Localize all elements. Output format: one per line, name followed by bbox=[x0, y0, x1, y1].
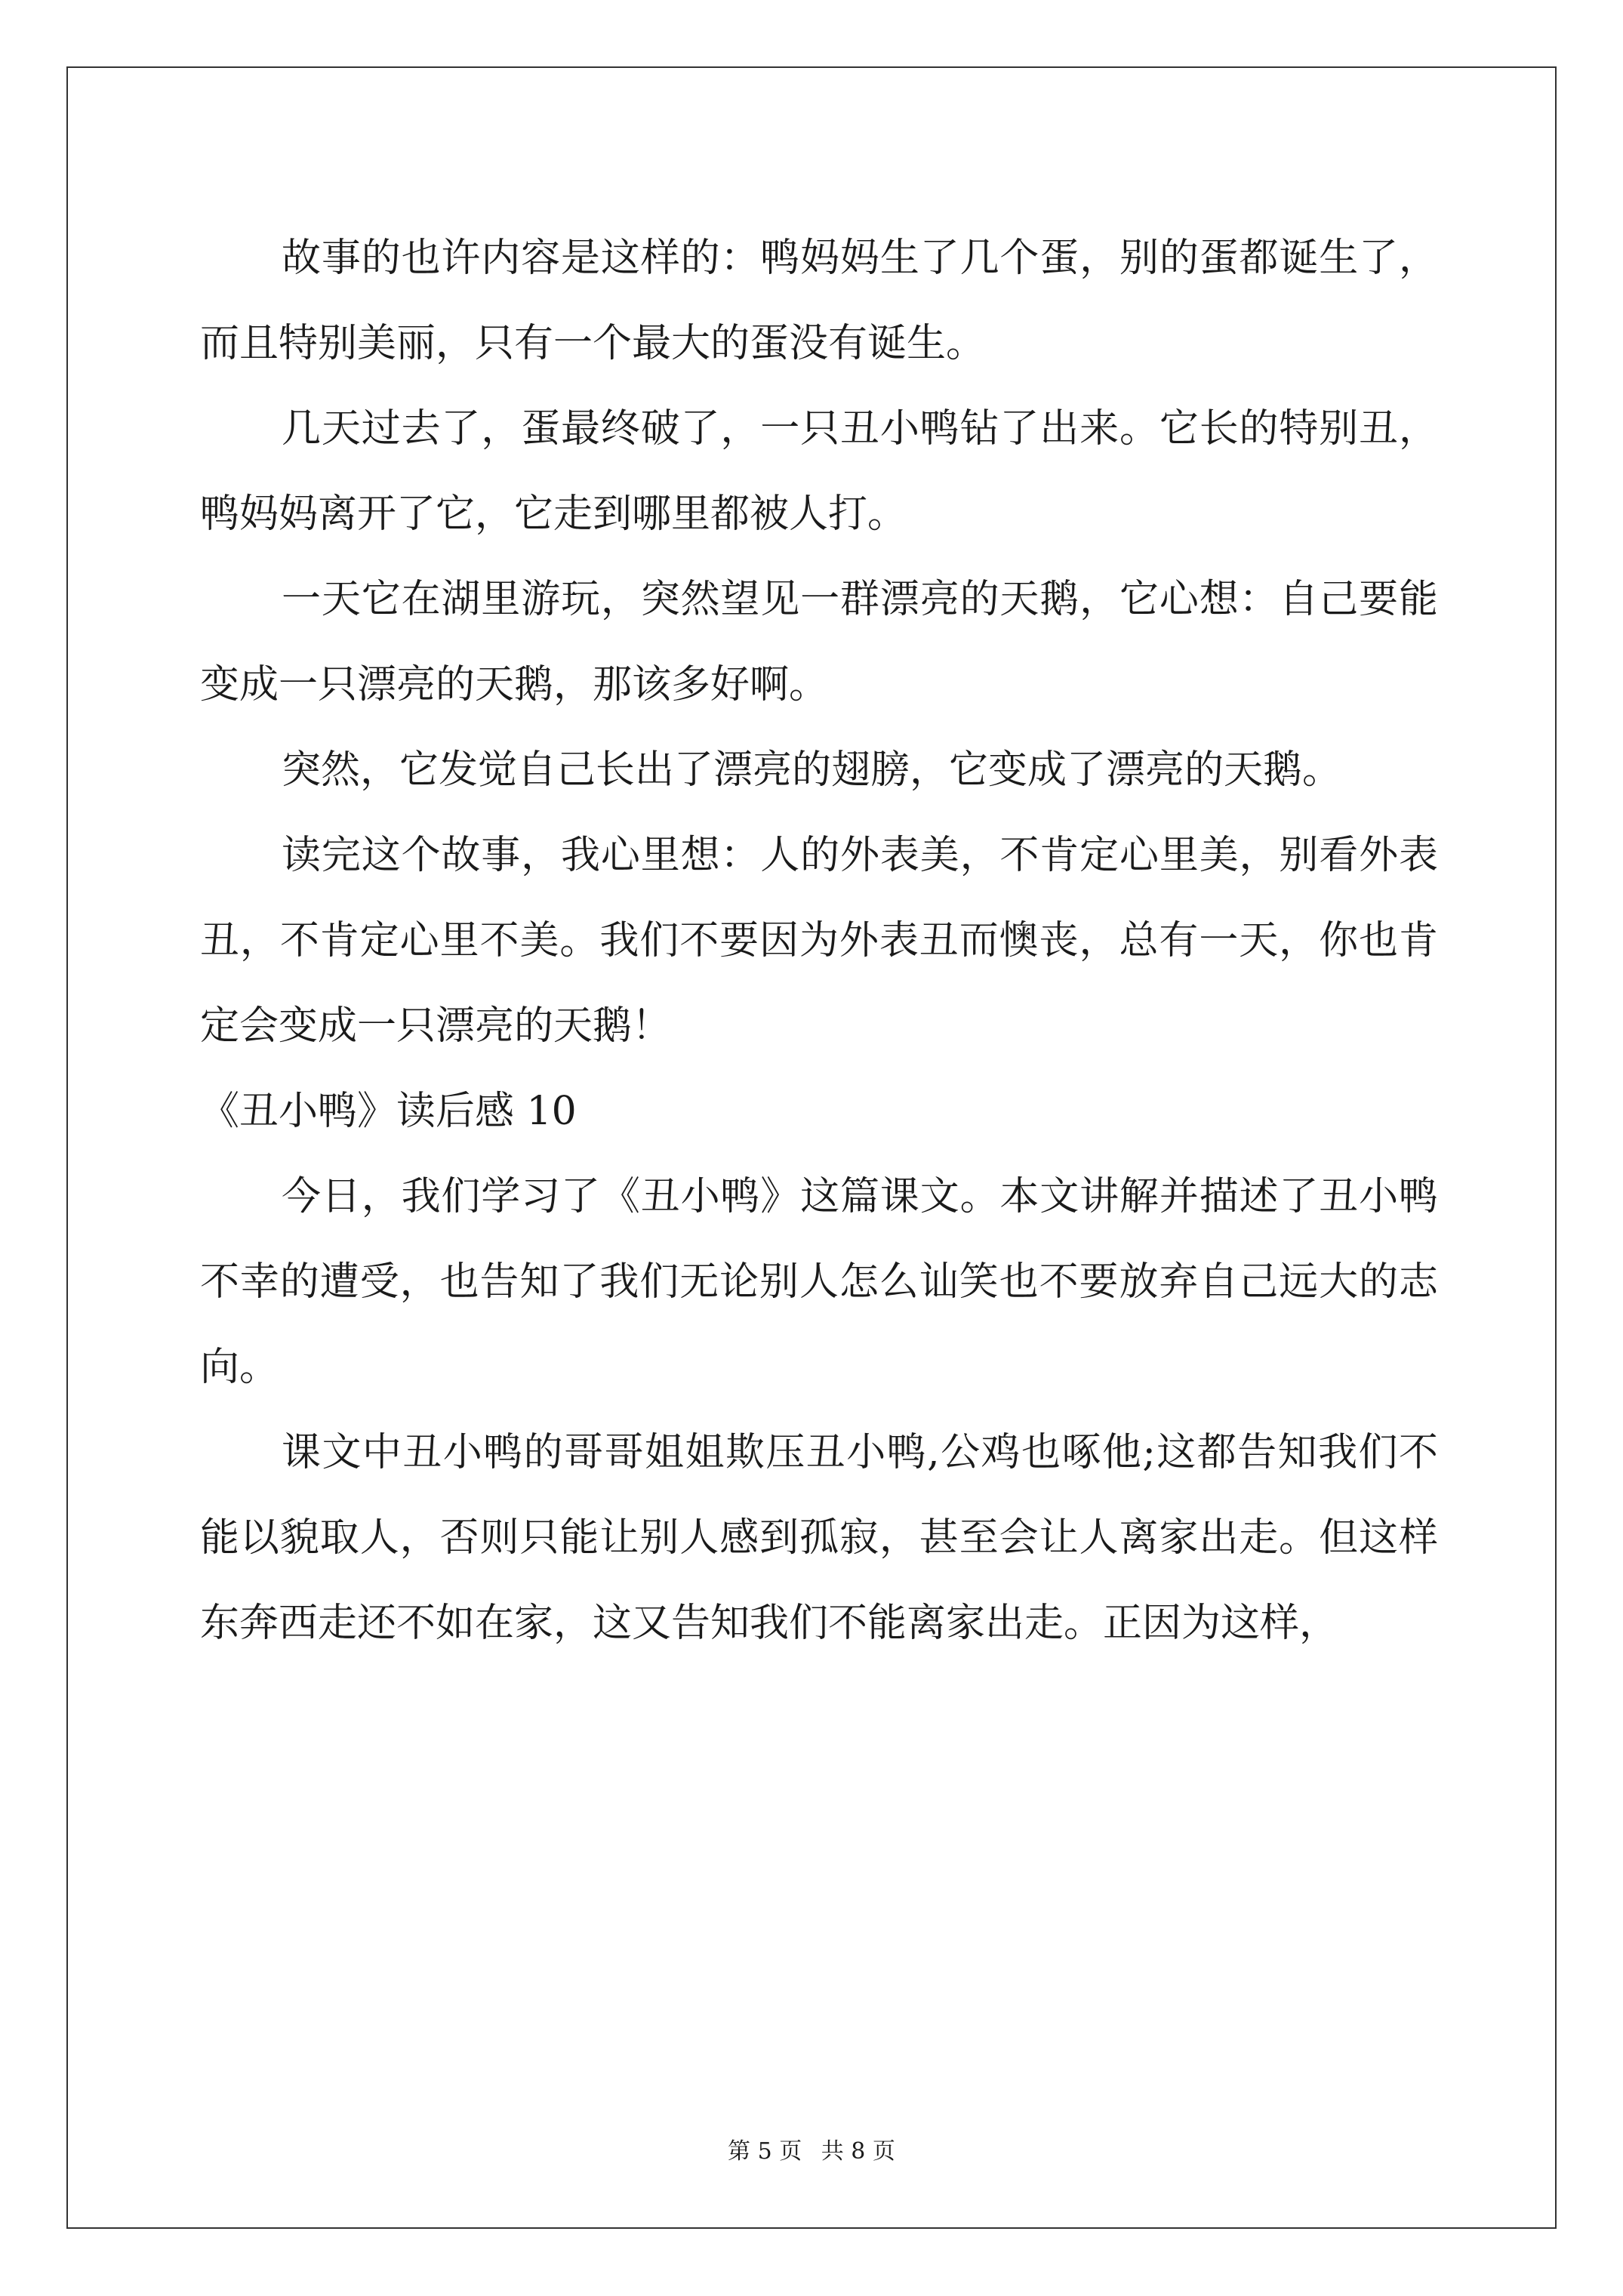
page-number: 第 5 页 bbox=[728, 2138, 802, 2165]
paragraph-2: 几天过去了，蛋最终破了，一只丑小鸭钻了出来。它长的特别丑，鸭妈妈离开了它，它走到哪里都被人打。 bbox=[200, 406, 1438, 537]
section-heading: 《丑小鸭》读后感 10 bbox=[200, 1089, 577, 1134]
document-body bbox=[200, 216, 1438, 1666]
page-footer bbox=[0, 2132, 1623, 2165]
paragraph-7: 课文中丑小鸭的哥哥姐姐欺压丑小鸭,公鸡也啄他;这都告知我们不能以貌取人，否则只能让别人感到孤寂，甚至会让人离家出走。但这样东奔西走还不如在家，这又告知我们不能离家出走。正因为这样， bbox=[200, 1430, 1438, 1646]
paragraph-4: 突然，它发觉自己长出了漂亮的翅膀，它变成了漂亮的天鹅。 bbox=[282, 747, 1342, 793]
paragraph-6: 今日，我们学习了《丑小鸭》这篇课文。本文讲解并描述了丑小鸭不幸的遭受，也告知了我们无论别人怎么讪笑也不要放弃自己远大的志向。 bbox=[200, 1174, 1438, 1390]
paragraph-5: 读完这个故事，我心里想：人的外表美，不肯定心里美，别看外表丑，不肯定心里不美。我们不要因为外表丑而懊丧，总有一天，你也肯定会变成一只漂亮的天鹅！ bbox=[200, 833, 1438, 1049]
page-total: 共 8 页 bbox=[821, 2138, 895, 2165]
paragraph-3: 一天它在湖里游玩，突然望见一群漂亮的天鹅，它心想：自己要能变成一只漂亮的天鹅，那该多好啊。 bbox=[200, 577, 1438, 707]
paragraph-1: 故事的也许内容是这样的：鸭妈妈生了几个蛋，别的蛋都诞生了，而且特别美丽，只有一个最大的蛋没有诞生。 bbox=[200, 236, 1438, 366]
